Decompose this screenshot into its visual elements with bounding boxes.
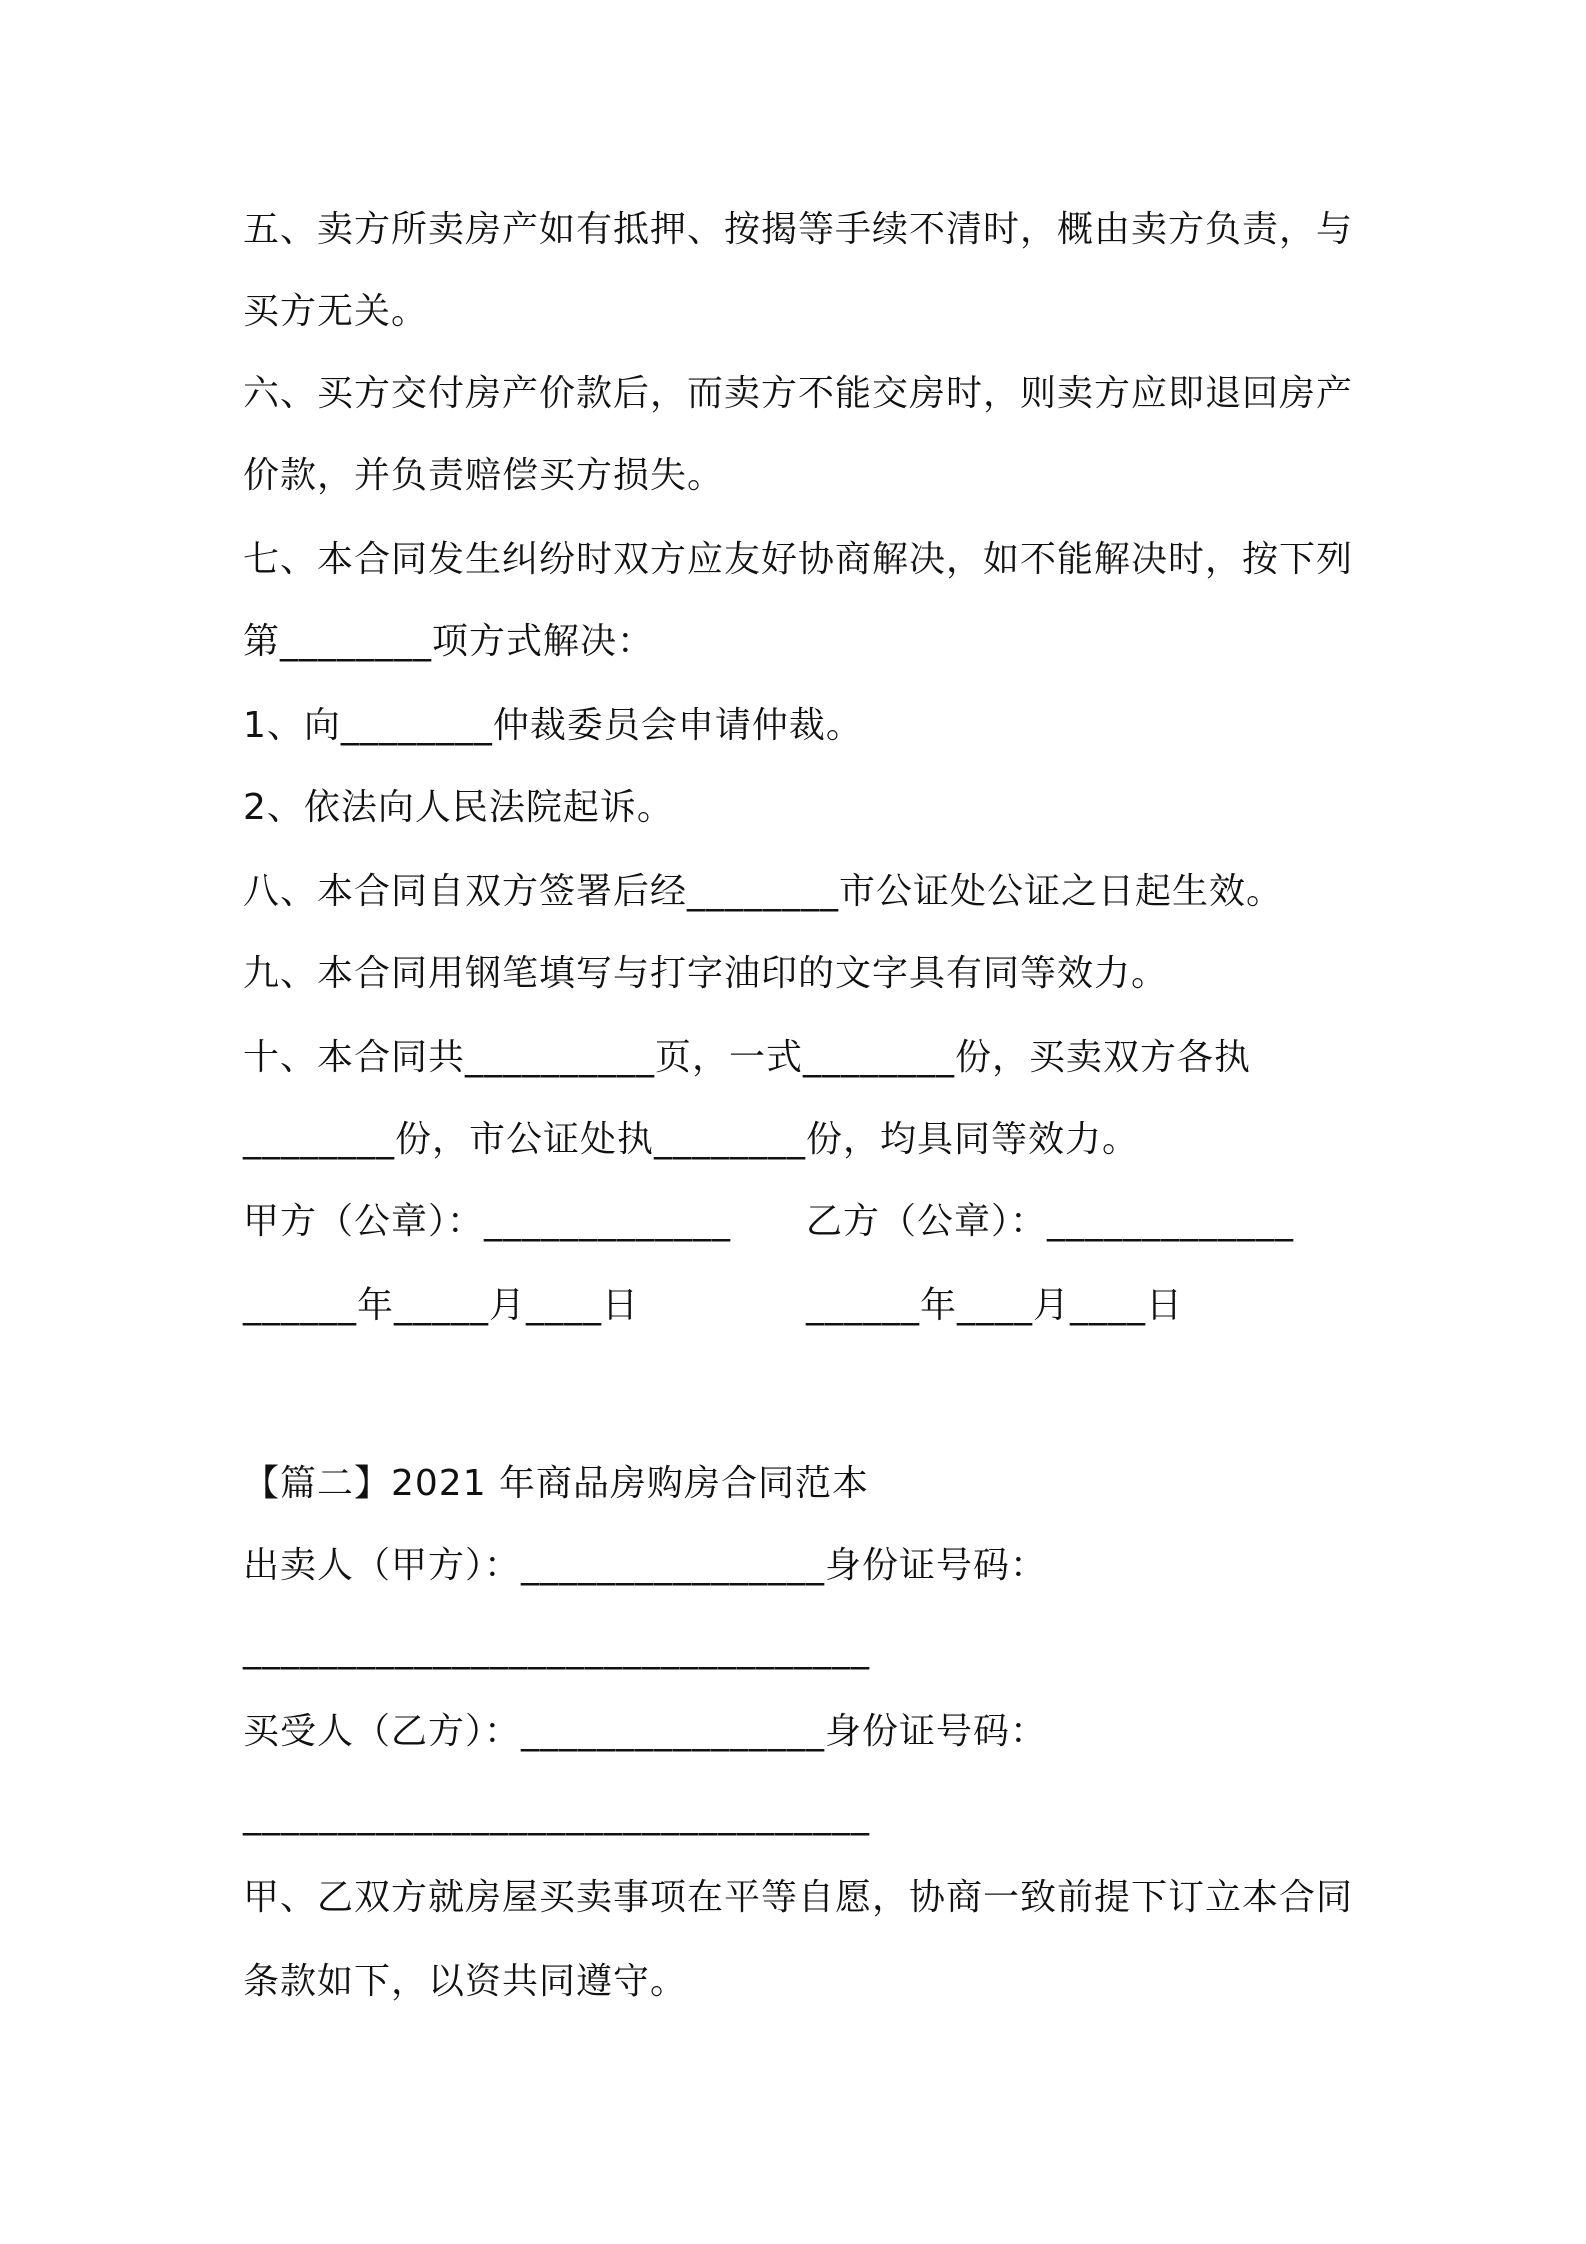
clause-8: 八、本合同自双方签署后经________市公证处公证之日起生效。 <box>243 871 1284 912</box>
clause-5-line-2: 买方无关。 <box>243 291 429 332</box>
clause-7-line-2: 第________项方式解决： <box>243 621 655 662</box>
party-a-date: ______年_____月____日 <box>243 1285 640 1326</box>
clause-5-line-1: 五、卖方所卖房产如有抵押、按揭等手续不清时，概由卖方负责，与 <box>243 209 1354 250</box>
section-2-title: 【篇二】2021 年商品房购房合同范本 <box>243 1463 870 1504</box>
clause-6-line-2: 价款，并负责赔偿买方损失。 <box>243 455 725 496</box>
seller-id-blank: _________________________________ <box>243 1629 870 1670</box>
clause-10-line-1: 十、本合同共__________页，一式________份，买卖双方各执 <box>243 1037 1252 1078</box>
clause-7-option-2: 2、依法向人民法院起诉。 <box>243 787 674 828</box>
clause-7-line-1: 七、本合同发生纠纷时双方应友好协商解决，如不能解决时，按下列 <box>243 539 1354 580</box>
seller-line: 出卖人（甲方）：________________身份证号码： <box>243 1545 1048 1586</box>
buyer-id-blank: _________________________________ <box>243 1795 870 1836</box>
party-a-seal: 甲方（公章）：_____________ <box>243 1201 732 1242</box>
clause-9: 九、本合同用钢笔填写与打字油印的文字具有同等效力。 <box>243 953 1169 994</box>
buyer-line: 买受人（乙方）：________________身份证号码： <box>243 1711 1048 1752</box>
intro-line-2: 条款如下，以资共同遵守。 <box>243 1961 688 2002</box>
party-b-date: ______年____月____日 <box>806 1285 1184 1326</box>
clause-7-option-1: 1、向________仲裁委员会申请仲裁。 <box>243 705 863 746</box>
party-b-seal: 乙方（公章）：_____________ <box>806 1201 1295 1242</box>
clause-10-line-2: ________份，市公证处执________份，均具同等效力。 <box>243 1119 1140 1160</box>
intro-line-1: 甲、乙双方就房屋买卖事项在平等自愿，协商一致前提下订立本合同 <box>243 1877 1354 1918</box>
clause-6-line-1: 六、买方交付房产价款后，而卖方不能交房时，则卖方应即退回房产 <box>243 373 1354 414</box>
